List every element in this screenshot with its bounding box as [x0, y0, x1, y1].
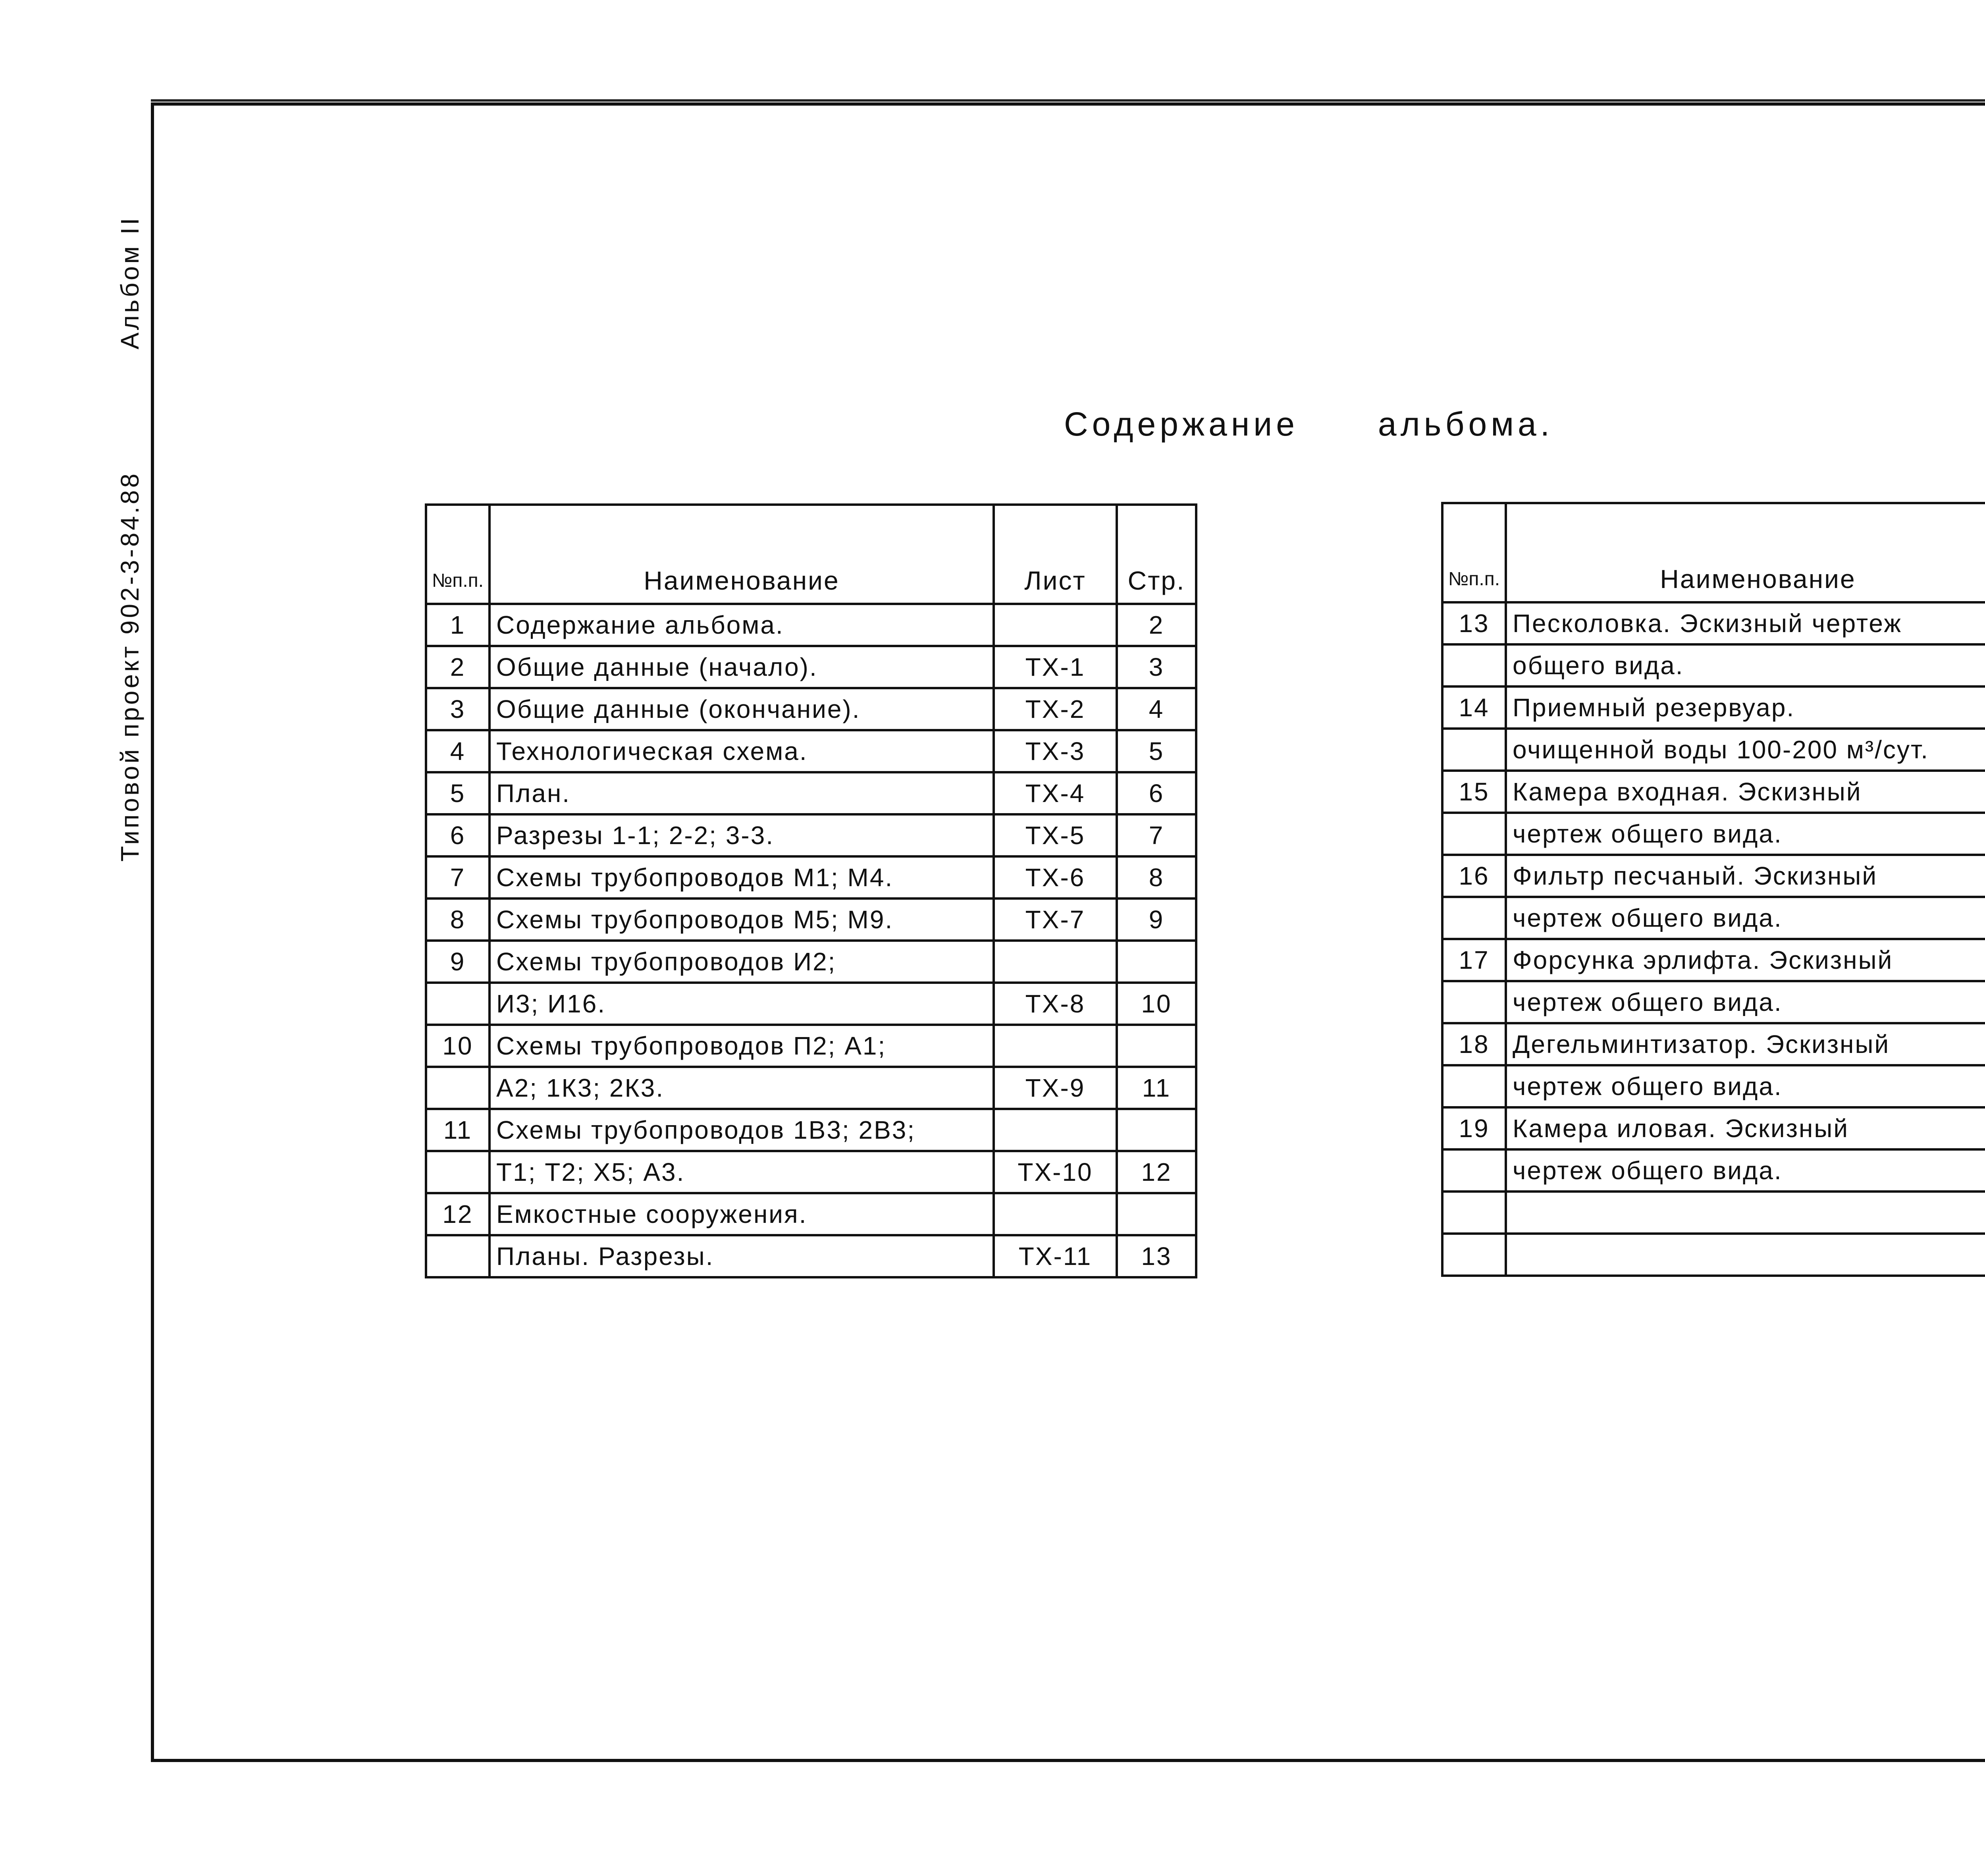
table-row	[426, 1025, 1196, 1067]
cell-sheet: ТХ-9	[994, 1067, 1117, 1109]
cell-name: Форсунка эрлифта. Эскизный	[1506, 939, 1985, 981]
cell-num: 19	[1442, 1107, 1506, 1149]
cell-sheet	[994, 604, 1117, 646]
cell-sheet: ТХ-1	[994, 646, 1117, 688]
cell-name: чертеж общего вида.	[1506, 1149, 1985, 1192]
cell-name: очищенной воды 100-200 м³/сут.	[1506, 729, 1985, 771]
contents-table-left	[425, 503, 1197, 1278]
contents-body-right	[1442, 602, 1985, 1276]
page-title	[1064, 405, 1553, 443]
cell-num: 3	[426, 688, 490, 730]
project-label: Типовой проект 902-3-84.88	[116, 471, 144, 862]
cell-num: 16	[1442, 855, 1506, 897]
cell-sheet: ТХ-8	[994, 983, 1117, 1025]
cell-num	[426, 983, 490, 1025]
table-row	[1442, 897, 1985, 939]
cell-num: 8	[426, 898, 490, 941]
cell-num: 5	[426, 772, 490, 814]
table-row	[426, 730, 1196, 772]
table-row	[426, 1109, 1196, 1151]
cell-num	[1442, 1149, 1506, 1192]
cell-num	[1442, 1234, 1506, 1276]
cell-num	[426, 1235, 490, 1277]
cell-sheet	[994, 941, 1117, 983]
cell-name: А2; 1К3; 2К3.	[490, 1067, 994, 1109]
cell-name: чертеж общего вида.	[1506, 813, 1985, 855]
cell-page: 3	[1117, 646, 1196, 688]
table-row	[1442, 1023, 1985, 1065]
cell-sheet: ТХ-4	[994, 772, 1117, 814]
cell-name: Разрезы 1-1; 2-2; 3-3.	[490, 814, 994, 856]
table-row	[1442, 602, 1985, 644]
header-name: Наименование	[490, 505, 994, 604]
cell-page: 5	[1117, 730, 1196, 772]
cell-name: Общие данные (окончание).	[490, 688, 994, 730]
cell-page: 4	[1117, 688, 1196, 730]
cell-page: 7	[1117, 814, 1196, 856]
cell-page: 9	[1117, 898, 1196, 941]
cell-page: 8	[1117, 856, 1196, 898]
table-row	[1442, 644, 1985, 686]
header-name: Наименование	[1506, 503, 1985, 602]
cell-name: Общие данные (начало).	[490, 646, 994, 688]
cell-sheet: ТХ-11	[994, 1235, 1117, 1277]
table-row	[1442, 1107, 1985, 1149]
table-row	[426, 898, 1196, 941]
table-row	[426, 646, 1196, 688]
cell-page: 6	[1117, 772, 1196, 814]
cell-name: Приемный резервуар.	[1506, 686, 1985, 729]
cell-page	[1117, 1025, 1196, 1067]
cell-sheet	[994, 1193, 1117, 1235]
title-part-2: альбома.	[1378, 405, 1554, 443]
cell-page: 13	[1117, 1235, 1196, 1277]
cell-name: Технологическая схема.	[490, 730, 994, 772]
cell-page: 12	[1117, 1151, 1196, 1193]
cell-name: Дегельминтизатор. Эскизный	[1506, 1023, 1985, 1065]
cell-sheet	[994, 1025, 1117, 1067]
table-row	[426, 1067, 1196, 1109]
cell-name	[1506, 1192, 1985, 1234]
table-row	[1442, 813, 1985, 855]
table-row	[426, 1151, 1196, 1193]
cell-sheet: ТХ-10	[994, 1151, 1117, 1193]
cell-sheet: ТХ-3	[994, 730, 1117, 772]
cell-page	[1117, 1109, 1196, 1151]
cell-name: Фильтр песчаный. Эскизный	[1506, 855, 1985, 897]
cell-num: 1	[426, 604, 490, 646]
cell-name: Т1; Т2; Х5; А3.	[490, 1151, 994, 1193]
table-row	[426, 772, 1196, 814]
cell-name: Песколовка. Эскизный чертеж	[1506, 602, 1985, 644]
table-header-row	[1442, 503, 1985, 602]
table-row	[1442, 1234, 1985, 1276]
cell-num: 2	[426, 646, 490, 688]
table-row	[426, 856, 1196, 898]
table-row	[1442, 686, 1985, 729]
cell-num: 18	[1442, 1023, 1506, 1065]
cell-name: Емкостные сооружения.	[490, 1193, 994, 1235]
header-num: №п.п.	[1442, 503, 1506, 602]
cell-page	[1117, 1193, 1196, 1235]
header-page: Стр.	[1117, 505, 1196, 604]
table-row	[1442, 729, 1985, 771]
cell-num: 7	[426, 856, 490, 898]
cell-name: чертеж общего вида.	[1506, 981, 1985, 1023]
cell-num: 6	[426, 814, 490, 856]
header-sheet: Лист	[994, 505, 1117, 604]
cell-name: Камера входная. Эскизный	[1506, 771, 1985, 813]
cell-num	[1442, 1192, 1506, 1234]
cell-name: Схемы трубопроводов М5; М9.	[490, 898, 994, 941]
cell-num	[1442, 897, 1506, 939]
cell-page: 2	[1117, 604, 1196, 646]
cell-num: 10	[426, 1025, 490, 1067]
cell-name: Схемы трубопроводов П2; А1;	[490, 1025, 994, 1067]
cell-num	[426, 1067, 490, 1109]
table-row	[426, 814, 1196, 856]
cell-sheet: ТХ-2	[994, 688, 1117, 730]
table-row	[426, 1235, 1196, 1277]
cell-page	[1117, 941, 1196, 983]
cell-num: 14	[1442, 686, 1506, 729]
table-row	[1442, 939, 1985, 981]
cell-num: 9	[426, 941, 490, 983]
cell-name: И3; И16.	[490, 983, 994, 1025]
cell-num: 12	[426, 1193, 490, 1235]
cell-name: Схемы трубопроводов И2;	[490, 941, 994, 983]
cell-sheet: ТХ-7	[994, 898, 1117, 941]
cell-num	[1442, 644, 1506, 686]
table-row	[426, 688, 1196, 730]
table-row	[426, 983, 1196, 1025]
cell-name: чертеж общего вида.	[1506, 1065, 1985, 1107]
table-row	[1442, 981, 1985, 1023]
cell-num	[426, 1151, 490, 1193]
cell-sheet: ТХ-5	[994, 814, 1117, 856]
contents-body-left	[426, 604, 1196, 1277]
cell-num: 4	[426, 730, 490, 772]
table-row	[1442, 1065, 1985, 1107]
cell-num	[1442, 729, 1506, 771]
cell-sheet: ТХ-6	[994, 856, 1117, 898]
table-header-row	[426, 505, 1196, 604]
cell-name: Камера иловая. Эскизный	[1506, 1107, 1985, 1149]
cell-name	[1506, 1234, 1985, 1276]
table-row	[1442, 1149, 1985, 1192]
cell-name: Схемы трубопроводов М1; М4.	[490, 856, 994, 898]
cell-name: Содержание альбома.	[490, 604, 994, 646]
title-part-1: Содержание	[1064, 405, 1299, 443]
cell-num: 15	[1442, 771, 1506, 813]
cell-name: общего вида.	[1506, 644, 1985, 686]
cell-num: 17	[1442, 939, 1506, 981]
cell-num	[1442, 1065, 1506, 1107]
table-row	[426, 1193, 1196, 1235]
cell-num: 13	[1442, 602, 1506, 644]
cell-page: 10	[1117, 983, 1196, 1025]
cell-name: чертеж общего вида.	[1506, 897, 1985, 939]
contents-table-right	[1441, 502, 1985, 1277]
frame-top-rule	[151, 99, 1985, 102]
header-num: №п.п.	[426, 505, 490, 604]
cell-num: 11	[426, 1109, 490, 1151]
table-row	[1442, 855, 1985, 897]
album-label: Альбом II	[116, 216, 144, 349]
table-row	[1442, 1192, 1985, 1234]
cell-num	[1442, 813, 1506, 855]
table-row	[426, 604, 1196, 646]
cell-sheet	[994, 1109, 1117, 1151]
cell-num	[1442, 981, 1506, 1023]
table-row	[1442, 771, 1985, 813]
cell-name: План.	[490, 772, 994, 814]
table-row	[426, 941, 1196, 983]
cell-page: 11	[1117, 1067, 1196, 1109]
cell-name: Планы. Разрезы.	[490, 1235, 994, 1277]
cell-name: Схемы трубопроводов 1В3; 2В3;	[490, 1109, 994, 1151]
